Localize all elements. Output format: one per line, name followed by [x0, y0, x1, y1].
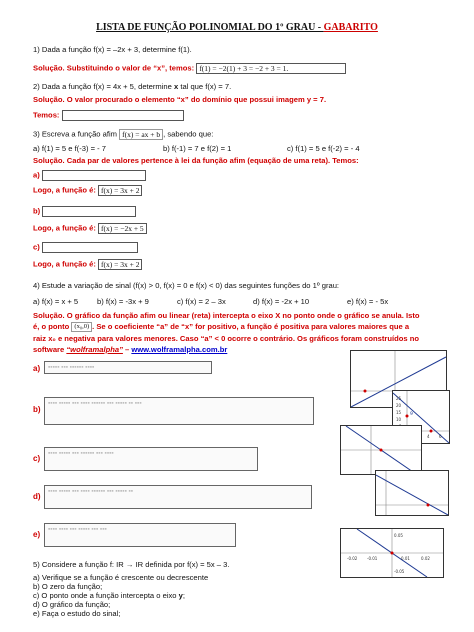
- q3-formula: f(x) = ax + b: [119, 129, 163, 140]
- page-title: LISTA DE FUNÇÃO POLINOMIAL DO 1º GRAU - GABARITO: [96, 22, 378, 33]
- q1-formula: f(1) = −2(1) + 3 = −2 + 3 = 1.: [196, 63, 346, 74]
- q4-letter-d: d): [33, 492, 41, 501]
- q3-answer-b: b): [33, 206, 136, 217]
- q2-text: 2) Dada a função f(x) = 4x + 5, determine x tal que f(x) = 7.: [33, 82, 232, 91]
- q4-letter-a: a): [33, 364, 41, 373]
- q3-a-formula: f(x) = 3x + 2: [98, 185, 142, 196]
- q4-d-equation: ▪▪▪▪ ▪▪▪▪▪ ▪▪▪ ▪▪▪▪ ▪▪▪▪▪▪ ▪▪▪ ▪▪▪▪▪ ▪▪: [44, 485, 312, 509]
- q3-answer-a: a): [33, 170, 146, 181]
- q4-text: 4) Estude a variação de sinal (f(x) > 0, f(x) = 0 e f(x) < 0) das seguintes funções do 1º grau:: [33, 281, 340, 290]
- q1-solution: Solução. Substituindo o valor de “x”, temos: f(1) = −2(1) + 3 = −2 + 3 = 1.: [33, 63, 346, 74]
- graph-e-tick-y1: 0.05: [394, 533, 403, 538]
- q4-e-equation: ▪▪▪▪ ▪▪▪▪ ▪▪▪ ▪▪▪▪▪ ▪▪▪ ▪▪▪: [44, 523, 236, 547]
- graph-e: [340, 528, 444, 578]
- q1-text: 1) Dada a função f(x) = –2x + 3, determine f(1).: [33, 45, 192, 54]
- graph-b-tick-x2: 4: [427, 434, 430, 439]
- wolfram-link-url[interactable]: www.wolframalpha.com.br: [131, 345, 228, 354]
- graph-d: [375, 470, 449, 516]
- q4-solution-3: raiz x₀ e negativa para valores menores. Caso “a” < 0 ocorre o contrário. Os gráficos foram construídos no: [33, 334, 419, 343]
- q3-solution: Solução. Cada par de valores pertence à lei da função afim (equação de uma reta). Temos:: [33, 156, 359, 165]
- q3-answer-c: c): [33, 242, 138, 253]
- q5-item-a: a) Verifique se a função é crescente ou decrescente: [33, 573, 209, 582]
- graph-c: [340, 425, 422, 475]
- q2-solution: Solução. O valor procurado o elemento “x” do domínio que possui imagem y = 7.: [33, 95, 327, 104]
- q3-answer-a-result: Logo, a função é: f(x) = 3x + 2: [33, 185, 142, 196]
- graph-e-tick-x1: -0.02: [347, 556, 358, 561]
- q4-a-equation: ▪▪▪▪▪ ▪▪▪ ▪▪▪▪▪▪ ▪▪▪▪: [44, 361, 212, 374]
- q4-solution-4: software “wolframalpha” – www.wolframalpha.com.br: [33, 345, 228, 354]
- graph-b-tick-x3: 6: [439, 434, 442, 439]
- graph-e-tick-x3: 0.01: [401, 556, 410, 561]
- q5-text: 5) Considere a função f: IR → IR definida por f(x) = 5x – 3.: [33, 560, 230, 569]
- q3-answer-c-result: Logo, a função é: f(x) = 3x + 2: [33, 259, 142, 270]
- q4-letter-c: c): [33, 454, 41, 463]
- q5-item-e: e) Faça o estudo do sinal;: [33, 609, 121, 618]
- q5-item-c: c) O ponto onde a função intercepta o eixo y;: [33, 591, 186, 600]
- graph-b-tick-y4: 10: [396, 417, 402, 422]
- q4-parts: a) f(x) = x + 5 b) f(x) = -3x + 9 c) f(x) = 2 – 3x d) f(x) = -2x + 10 e) f(x) = - 5x: [33, 297, 389, 306]
- q2-formula-box: [62, 110, 184, 121]
- q3-parts: a) f(1) = 5 e f(-3) = - 7 b) f(-1) = 7 e f(2) = 1 c) f(1) = 5 e f(-2) = - 4: [33, 144, 360, 153]
- q4-b-equation: ▪▪▪▪ ▪▪▪▪▪ ▪▪▪ ▪▪▪▪ ▪▪▪▪▪▪ ▪▪▪ ▪▪▪▪▪ ▪▪ ▪▪▪: [44, 397, 314, 425]
- graph-e-tick-x4: 0.02: [421, 556, 430, 561]
- graph-b-tick-y3: 15: [396, 410, 402, 415]
- graph-e-tick-x2: -0.01: [367, 556, 378, 561]
- q4-letter-b: b): [33, 405, 41, 414]
- graph-b-tick-y1: 25: [396, 396, 402, 401]
- q3-answer-b-result: Logo, a função é: f(x) = −2x + 5: [33, 223, 147, 234]
- q4-c-equation: ▪▪▪▪ ▪▪▪▪▪ ▪▪▪ ▪▪▪▪▪▪ ▪▪▪ ▪▪▪▪: [44, 447, 258, 471]
- graph-e-tick-y2: -0.05: [394, 569, 405, 574]
- graph-b-tick-y2: 20: [396, 403, 402, 408]
- q4-letter-e: e): [33, 530, 41, 539]
- q3-a-system: [42, 170, 146, 181]
- q5-item-d: d) O gráfico da função;: [33, 600, 111, 609]
- q5-item-b: b) O zero da função;: [33, 582, 103, 591]
- q3-c-formula: f(x) = 3x + 2: [98, 259, 142, 270]
- q3-c-system: [42, 242, 138, 253]
- q4-solution-1: Solução. O gráfico da função afim ou linear (reta) intercepta o eixo X no ponto onde o gráfico se anula. Isto: [33, 311, 420, 320]
- q3-b-system: [42, 206, 136, 217]
- q4-solution-2: é, o ponto (x₀,0) . Se o coeficiente “a” de “x” for positivo, a função é positiva para valores maiores que a: [33, 322, 410, 331]
- q3-text: 3) Escreva a função afim f(x) = ax + b , sabendo que:: [33, 129, 214, 139]
- q3-b-formula: f(x) = −2x + 5: [98, 223, 147, 234]
- graph-b-point-label: 9: [410, 412, 413, 417]
- gabarito-label: GABARITO: [323, 22, 378, 33]
- wolfram-link-text[interactable]: “wolframalpha”: [66, 345, 123, 354]
- q2-then: Temos:: [33, 110, 184, 121]
